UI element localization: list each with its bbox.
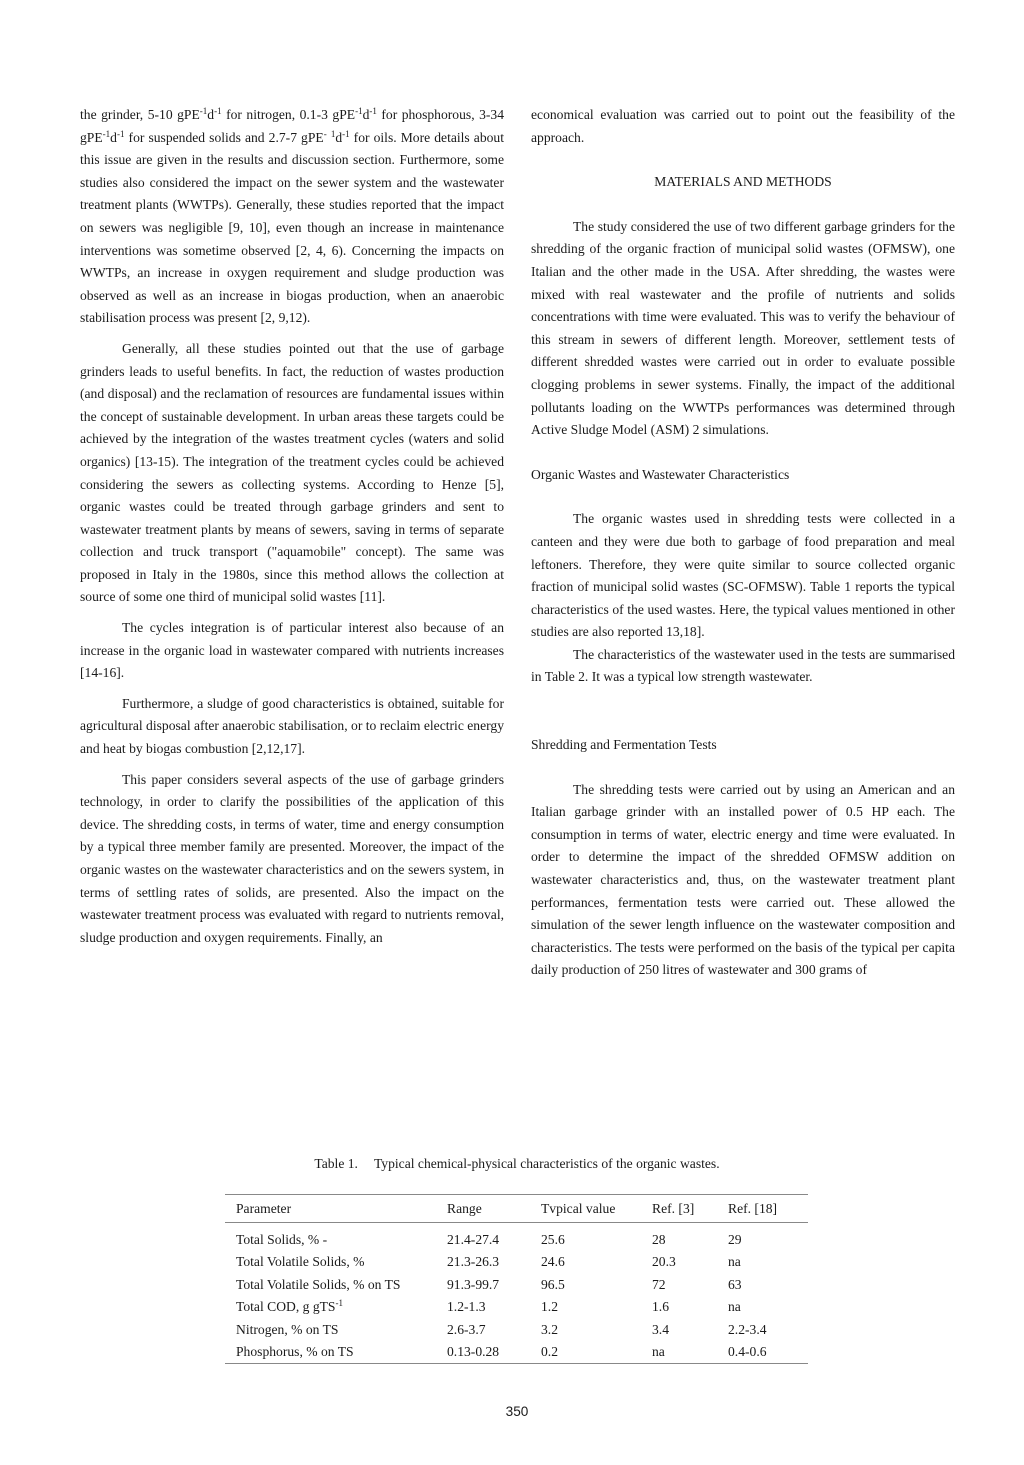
table-cell: 1.6 <box>652 1299 669 1315</box>
table-cell: 20.3 <box>652 1254 676 1270</box>
table-row <box>225 1251 808 1274</box>
characteristics-table <box>225 1194 808 1364</box>
paragraph: This paper considers several aspects of the use of garbage grinders technology, in order to clarify the possibilities of the application of this device. The shredding costs, in terms of water, time and energy consumption by a typical three member family are presented. Moreover, the impact of the organic wastes on the wastewater characteristics and on the sewers system, in terms of settling rates of solids, are presented. Also the impact on the wastewater treatment process was evaluated with regard to nutrients removal, sludge production and oxygen requirements. Finally, an <box>80 771 504 945</box>
table-cell: 2.6-3.7 <box>447 1321 486 1337</box>
table-cell <box>225 1296 436 1319</box>
table-cell: 0.4-0.6 <box>717 1341 808 1364</box>
paragraph: The organic wastes used in shredding tests were collected in a canteen and they were due both to garbage of food preparation and meal leftoners. Therefore, they were quite similar to source collected organic fraction of municipal solid wastes (SC-OFMSW). Table 1 reports the typical characteristics of the used wastes. Here, the typical values mentioned in other studies are also reported 13,18]. <box>531 511 955 640</box>
paragraph <box>80 104 504 330</box>
right-column <box>531 104 955 982</box>
table-cell: 25.6 <box>541 1231 565 1247</box>
text-run: the grinder, 5-10 gPE <box>80 107 200 122</box>
table-cell: Total Volatile Solids, % on TS <box>236 1276 401 1292</box>
table-cell: Total Solids, % - <box>236 1231 328 1247</box>
table-cell: na <box>728 1299 741 1315</box>
superscript: -1 <box>369 106 377 116</box>
table-cell: 21.4-27.4 <box>447 1231 500 1247</box>
table-cell: 29 <box>728 1231 742 1247</box>
table-cell: Total Volatile Solids, % <box>236 1254 365 1270</box>
text-run: d <box>207 107 215 122</box>
text-run: d <box>362 107 370 122</box>
text-run: d <box>335 129 343 145</box>
table-cell: na <box>728 1254 741 1270</box>
table-row <box>225 1296 808 1319</box>
table-row <box>225 1318 808 1341</box>
superscript: -1 <box>342 128 350 139</box>
superscript: -1 <box>199 106 208 116</box>
text-run: for oils. More details about this issue are given in the results and discussion section. Furthermore, some studies also considered the impact on the sewer system and the wastewater treatment plants (WWTPs). Generally, these studies reported that the impact on sewers was negligible [9, 10], even though an increase in maintenance interventions was sometime observed [2, 4, 6). Concerning the impacts on WWTPs, an increase in oxygen requirement and sludge production was observed as well as an increase in biogas production, when an anaerobic stabilisation process was present [2, 9,12). <box>80 129 504 326</box>
subsection-heading: Shredding and Fermentation Tests <box>531 737 717 753</box>
column-header: Tvpical value <box>530 1195 641 1223</box>
table-cell: Phosphorus, % on TS <box>225 1341 436 1364</box>
superscript: - <box>323 128 327 139</box>
subsection-heading: Organic Wastes and Wastewater Characteristics <box>531 466 790 482</box>
superscript: -1 <box>214 106 222 116</box>
table-cell: 24.6 <box>541 1254 565 1270</box>
paragraph: The study considered the use of two different garbage grinders for the shredding of the organic fraction of municipal solid wastes (OFMSW), one Italian and the other made in the USA. After shredding, the wastes were mixed with real wastewater and the profile of nutrients and solids concentrations with time were evaluated. This was to verify the behaviour of this stream in sewers of different length. Moreover, settlement tests of different shredded wastes were carried out in order to evaluate possible clogging problems in sewer systems. Finally, the impact of the additional pollutants loading on the WWTPs performances was determined through Active Sludge Model (ASM) 2 simulations. <box>531 218 955 438</box>
table-cell: 3.4 <box>652 1321 669 1337</box>
table-cell: Nitrogen, % on TS <box>236 1321 339 1337</box>
table-cell: 0.13-0.28 <box>436 1341 530 1364</box>
superscript: 1 <box>330 128 336 139</box>
superscript: -1 <box>102 128 111 139</box>
table-cell: 0.2 <box>530 1341 641 1364</box>
text-run: for nitrogen, 0.1-3 gPE <box>221 107 356 122</box>
superscript: -1 <box>335 1298 343 1309</box>
table-cell: 21.3-26.3 <box>447 1254 500 1270</box>
superscript: -1 <box>355 106 363 116</box>
table-cell: 72 <box>652 1276 666 1292</box>
section-heading: MATERIALS AND METHODS <box>654 174 832 190</box>
column-header: Ref. [18] <box>717 1195 808 1223</box>
table-cell: 3.2 <box>541 1321 558 1337</box>
column-header: Range <box>436 1195 530 1223</box>
left-column <box>80 104 504 949</box>
superscript: -1 <box>116 128 125 139</box>
table-cell: 1.2-1.3 <box>447 1299 486 1315</box>
table-caption <box>0 1156 1024 1172</box>
table-row <box>225 1273 808 1296</box>
table-header-row <box>225 1195 808 1223</box>
table-row <box>225 1341 808 1364</box>
paragraph: The characteristics of the wastewater used in the tests are summarised in Table 2. It was a typical low strength wastewater. <box>531 646 955 685</box>
table-cell: na <box>641 1341 717 1364</box>
table-cell: 1.2 <box>541 1299 558 1315</box>
text-run: for phosphorous, 3-34 gPE <box>80 107 504 145</box>
paragraph: Generally, all these studies pointed out that the use of garbage grinders leads to useful benefits. In fact, the reduction of wastes production (and disposal) and the reclamation of resources are fundamental issues within the concept of sustainable development. In urban areas these targets could be achieved by the integration of the wastes treatment cycles (waters and solid organics) [13-15). The integration of the treatment cycles could be achieved considering the sewers as collecting systems. According to Henze [5], organic wastes could be treated through garbage grinders and sent to wastewater treatment plants by means of sewers, saving in terms of separate collection and truck transport ("aquamobile" concept). The same was proposed in Italy in the 1980s, since this method allows the collection at source of some one third of municipal solid wastes [11]. <box>80 340 504 605</box>
table-title: Typical chemical-physical characteristics of the organic wastes. <box>373 1156 720 1171</box>
table-cell: 28 <box>652 1231 666 1247</box>
table-cell: 96.5 <box>541 1276 565 1292</box>
table-cell: 91.3-99.7 <box>447 1276 500 1292</box>
table-label: Table 1. <box>314 1156 358 1171</box>
table-row <box>225 1223 808 1251</box>
paragraph: Furthermore, a sludge of good characteristics is obtained, suitable for agricultural disposal after anaerobic stabilisation, or to reclaim electric energy and heat by biogas combustion [2,12,17]. <box>80 695 505 757</box>
table-cell: 63 <box>728 1276 742 1292</box>
text-run: d <box>110 129 117 145</box>
paragraph: The shredding tests were carried out by using an American and an Italian garbage grinder with an installed power of 0.5 HP each. The consumption in terms of water, electric energy and time were evaluated. In order to determine the impact of the shredded OFMSW addition on wastewater characteristics and, thus, on the wastewater treatment plant performances, fermentation tests were carried out. These allowed the simulation of the sewer length influence on the wastewater composition and characteristics. The tests were performed on the basis of the typical per capita daily production of 250 litres of wastewater and 300 grams of <box>531 781 955 978</box>
paragraph: The cycles integration is of particular interest also because of an increase in the organic load in wastewater compared with nutrients increases [14-16]. <box>80 620 504 681</box>
column-header: Parameter <box>225 1195 436 1223</box>
page-number: 350 <box>505 1404 529 1419</box>
column-header: Ref. [3] <box>641 1195 717 1223</box>
text-run: for suspended solids and 2.7-7 gPE <box>124 129 324 145</box>
table-cell: 2.2-3.4 <box>728 1321 767 1337</box>
paragraph: economical evaluation was carried out to point out the feasibility of the approach. <box>531 107 955 145</box>
cell-text: Total COD, g gTS <box>236 1299 336 1315</box>
